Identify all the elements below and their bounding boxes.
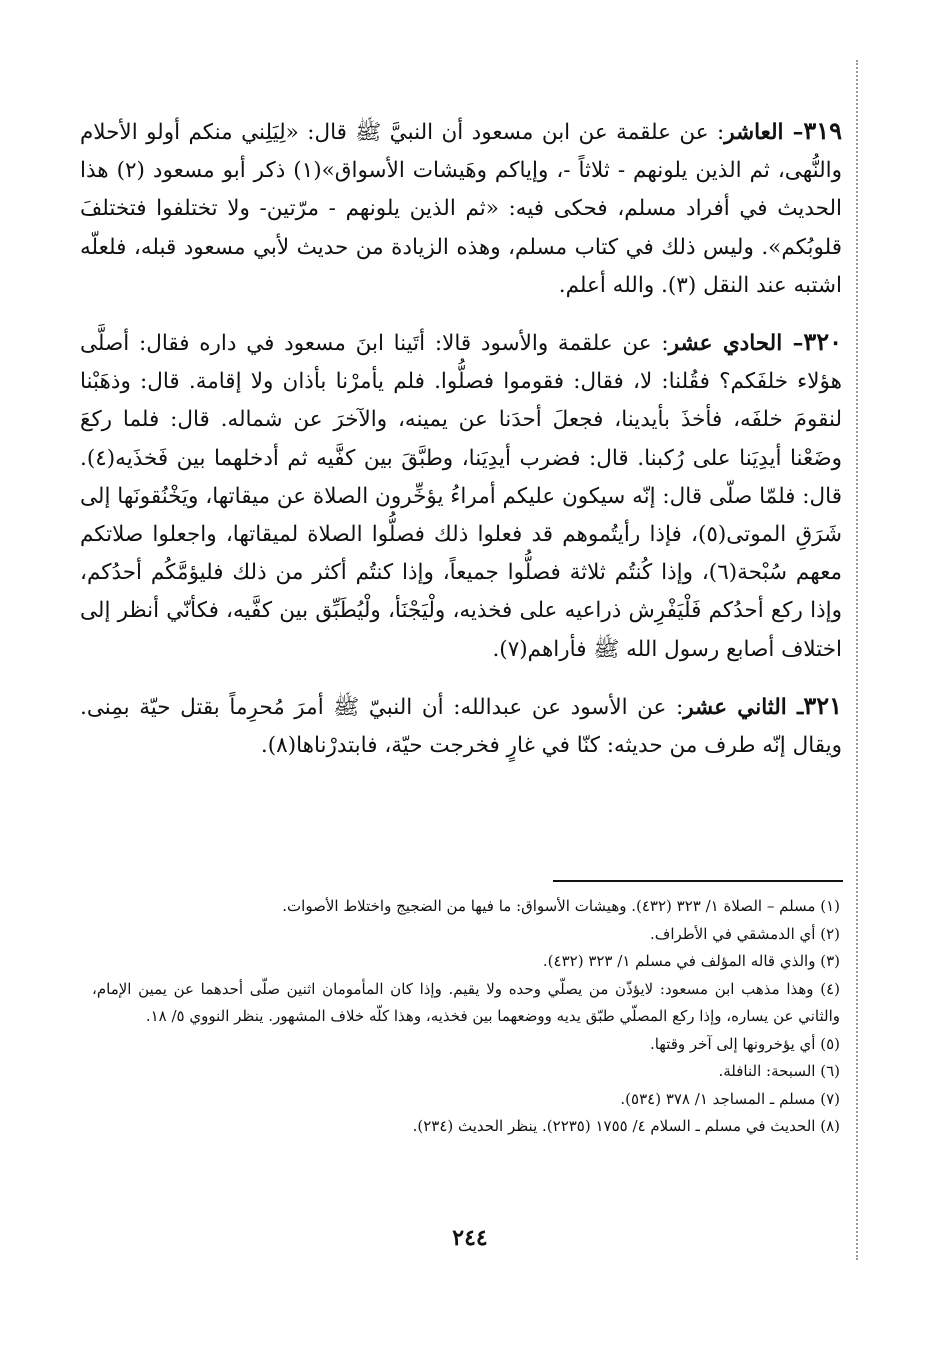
footnote-6: (٦) السبحة: النافلة. [718, 1062, 840, 1080]
hadith-entry-319 [80, 112, 842, 305]
scan-edge-dotted-line [856, 60, 858, 1260]
footnote-4: (٤) وهذا مذهب ابن مسعود: لايؤذّن من يصلّي وحده ولا يقيم. وإذا كان المأمومان اثنين صلّى أحدهما عن يمين الإمام، والثاني عن يساره، وإذا ركع المصلّي طبّق يديه ووضعهما بين فخذيه، وهذا كلّه خلاف المشهور. ينظر النووي ٥/ ١٨. [92, 979, 840, 1025]
entry-label: – الحادي عشر [668, 331, 804, 357]
footnote-8: (٨) الحديث في مسلم ـ السلام ٤/ ١٧٥٥ (٢٢٣٥). ينظر الحديث (٢٣٤). [412, 1117, 840, 1135]
entry-label: – العاشر [724, 120, 804, 145]
entry-text: : عن علقمة عن ابن مسعود أن النبيَّ ﷺ قال: «لِيَلِني منكم أولو الأحلام والنُّهى، ثم الذين يلونهم - ثلاثاً -، وإياكم وهَيشات الأسواق»(١) ذكر أبو مسعود (٢) هذا الحديث في أفراد مسلم، فحكى فيه: «ثم الذين يلونهم - مرّتين- ولا تختلفوا فتختلفَ قلوبُكم». وليس ذلك في كتاب مسلم، وهذه الزيادة من حديث لأبي مسعود قبله، فلعلّه اشتبه عند النقل (٣). والله أعلم. [80, 120, 842, 298]
entry-text: : عن الأسود عن عبدالله: أن النبيّ ﷺ أمرَ مُحرِماً بقتل حيّة بمِنى. ويقال إنّه طرف من حديثه: كنّا في غارٍ فخرجت حيّة، فابتدرْناها(٨). [80, 694, 842, 759]
entry-number: ٣٢١ [803, 690, 842, 720]
hadith-entry-320 [80, 323, 842, 669]
footnote-2: (٢) أي الدمشقي في الأطراف. [650, 924, 840, 943]
footnote-1: (١) مسلم – الصلاة ١/ ٣٢٣ (٤٣٢). وهيشات الأسواق: ما فيها من الضجيج واختلاط الأصوات. [282, 897, 840, 915]
hadith-entry-321 [80, 687, 842, 765]
entry-text: : عن علقمة والأسود قالا: أتَينا ابنَ مسعود في داره فقال: أصلَّى هؤلاء خلفَكم؟ فقُلنا: لا، فقال: فقوموا فصلُّوا. فلم يأمرْنا بأذان ولا إقامة. قال: وذهَبْنا لنقومَ خلفَه، فأخذَ بأيدينا، فجعلَ أحدَنا عن يمينه، والآخرَ عن شماله. قال: فلما ركعَ وضَعْنا أيدِيَنا على رُكبنا. قال: فضرب أيدِيَنا، وطبَّقَ بين كفَّيه ثم أدخلهما بين فَخذَيه(٤). قال: فلمّا صلّى قال: إنّه سيكون عليكم أمراءُ يؤخِّرون الصلاة عن ميقاتها، ويَخْنُقونَها إلى شَرَقِ الموتى(٥)، فإذا رأيتُموهم قد فعلوا ذلك فصلُّوا الصلاة لميقاتها، واجعلوا صلاتكم معهم سُبْحة(٦)، وإذا كُنتُم ثلاثة فصلُّوا جميعاً، وإذا كنتُم أكثر من ذلك فليؤمَّكُم أحدُكم، وإذا ركع أحدُكم فَلْيَفْرِش ذراعيه على فخذيه، ولْيَجْنَأ، ولْيُطَبِّق بين كفَّيه، فكأنّي أنظر إلى اختلاف أصابع رسول الله ﷺ فأراهم(٧). [79, 331, 843, 662]
footnote-separator [553, 880, 843, 882]
entry-number: ٣١٩ [803, 116, 843, 145]
entry-number: ٣٢٠ [803, 327, 843, 357]
footnotes [92, 893, 840, 1141]
main-text [80, 112, 842, 783]
footnote-5: (٥) أي يؤخرونها إلى آخر وقتها. [649, 1034, 840, 1053]
entry-label: ـ الثاني عشر [683, 694, 804, 720]
page-number: ٢٤٤ [452, 1225, 488, 1251]
footnote-7: (٧) مسلم ـ المساجد ١/ ٣٧٨ (٥٣٤). [620, 1089, 840, 1108]
footnote-3: (٣) والذي قاله المؤلف في مسلم ١/ ٣٢٣ (٤٣٢). [542, 952, 840, 970]
